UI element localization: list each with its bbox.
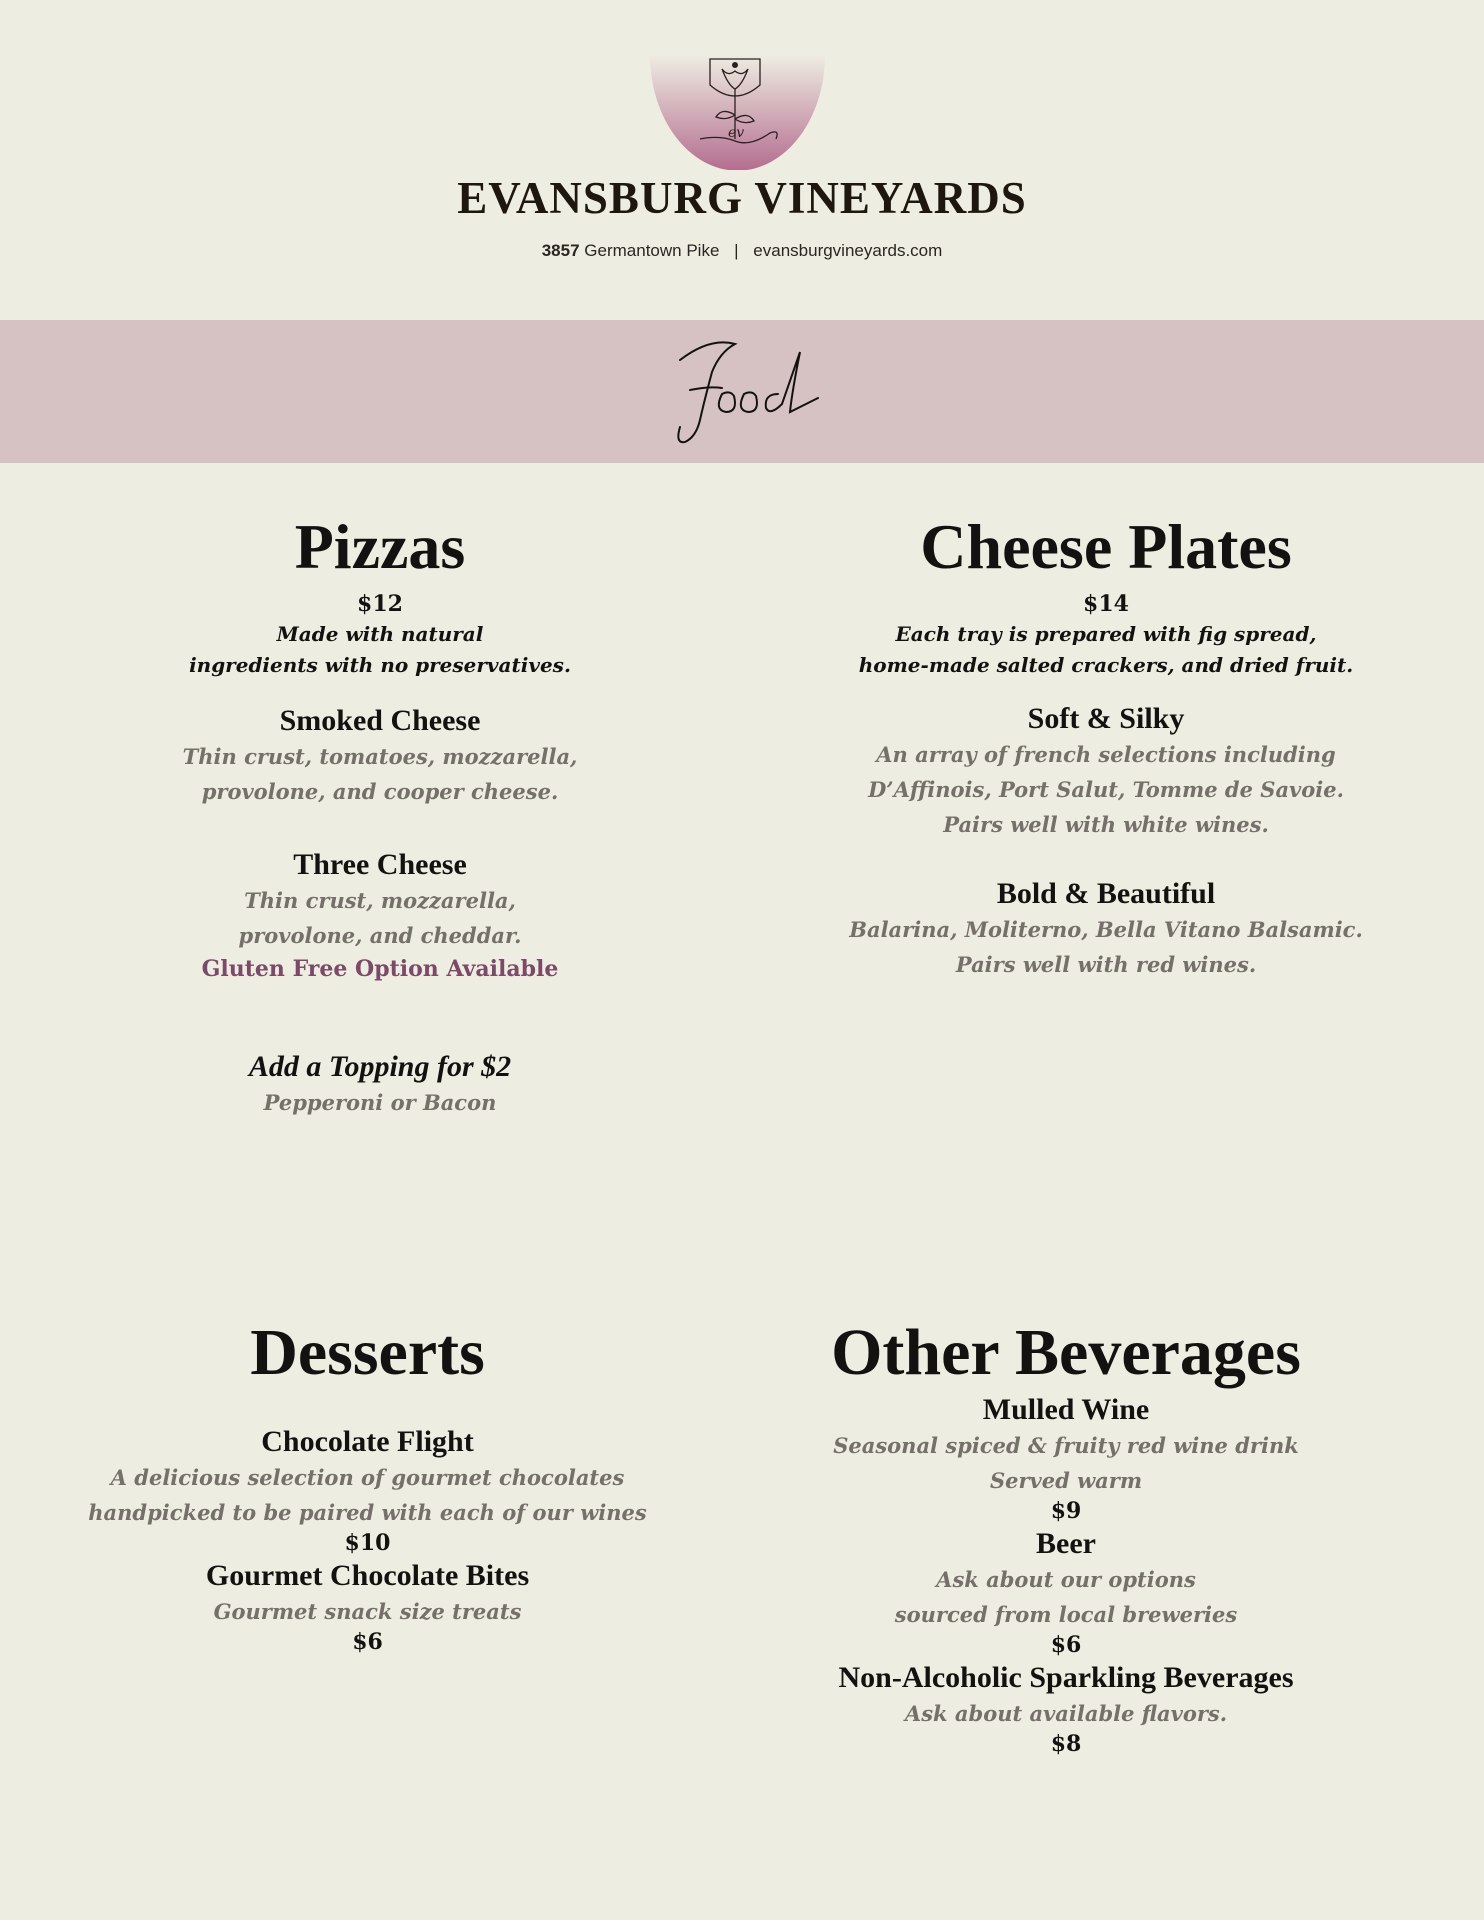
logo-monogram: ev — [728, 125, 745, 141]
item-description: Seasonal spiced & fruity red wine drink — [833, 1433, 1299, 1458]
item-description: Pairs well with white wines. — [943, 812, 1269, 837]
item-price: $9 — [1050, 1498, 1082, 1524]
item-description: D’Affinois, Port Salut, Tomme de Savoie. — [868, 777, 1344, 802]
item-description: An array of french selections including — [876, 742, 1336, 767]
item-description: Ask about available flavors. — [904, 1701, 1228, 1726]
topping-description: Pepperoni or Bacon — [263, 1090, 497, 1115]
menu-header — [0, 0, 1484, 320]
item-description: Served warm — [989, 1468, 1143, 1493]
item-title: Smoked Cheese — [279, 704, 481, 737]
beverages-heading: Other Beverages — [831, 1316, 1301, 1389]
cheese-intro-line2: home-made salted crackers, and dried fruit. — [858, 653, 1354, 677]
cheese-plates-section — [826, 511, 1386, 982]
item-description: Balarina, Moliterno, Bella Vitano Balsamic. — [849, 917, 1363, 942]
vineyard-logo — [650, 55, 825, 170]
item-title: Non-Alcoholic Sparkling Beverages — [838, 1661, 1294, 1694]
pizzas-intro-line2: ingredients with no preservatives. — [189, 653, 571, 677]
food-banner — [0, 320, 1484, 463]
desserts-heading: Desserts — [250, 1316, 485, 1389]
item-title: Three Cheese — [293, 848, 467, 881]
item-description: Ask about our options — [936, 1567, 1196, 1592]
item-title: Gourmet Chocolate Bites — [205, 1559, 530, 1592]
menu-item — [80, 1558, 655, 1655]
beverages-section — [746, 1316, 1386, 1757]
menu-item — [80, 1424, 655, 1556]
pizzas-section — [120, 511, 640, 1120]
topping-title: Add a Topping for $2 — [248, 1050, 512, 1083]
item-description: Thin crust, tomatoes, mozzarella, — [182, 744, 578, 769]
item-description: Thin crust, mozzarella, — [244, 888, 516, 913]
cheese-price: $14 — [1083, 591, 1129, 617]
cheese-heading: Cheese Plates — [920, 511, 1292, 582]
address-separator: | — [734, 241, 739, 260]
item-title: Beer — [1036, 1527, 1096, 1560]
address-number: 3857 — [541, 241, 580, 260]
item-title: Bold & Beautiful — [996, 877, 1216, 910]
food-script-title — [660, 332, 830, 452]
item-description: provolone, and cooper cheese. — [201, 779, 559, 804]
gluten-free-note: Gluten Free Option Available — [201, 956, 559, 982]
menu-item — [746, 1660, 1386, 1757]
menu-item — [746, 1526, 1386, 1658]
item-description: A delicious selection of gourmet chocolates — [110, 1465, 625, 1490]
pizzas-intro-line1: Made with natural — [276, 622, 484, 646]
menu-item — [826, 876, 1386, 982]
desserts-section — [80, 1316, 655, 1655]
topping-addon — [120, 1049, 640, 1120]
brand-name: EVANSBURG VINEYARDS — [457, 173, 1027, 223]
item-description: Gourmet snack size treats — [213, 1599, 522, 1624]
item-title: Chocolate Flight — [261, 1425, 474, 1458]
item-description: provolone, and cheddar. — [238, 923, 522, 948]
pizzas-heading: Pizzas — [294, 511, 466, 582]
item-price: $8 — [1050, 1731, 1082, 1757]
cheese-intro-line1: Each tray is prepared with fig spread, — [895, 622, 1317, 646]
item-description: sourced from local breweries — [894, 1602, 1238, 1627]
item-price: $6 — [352, 1629, 383, 1655]
item-price: $6 — [1050, 1632, 1082, 1658]
menu-item — [746, 1392, 1386, 1524]
item-title: Mulled Wine — [982, 1393, 1150, 1426]
website-link[interactable]: evansburgvineyards.com — [753, 241, 943, 260]
pizzas-price: $12 — [357, 591, 403, 617]
address-line — [0, 241, 1484, 261]
menu-item — [826, 701, 1386, 842]
menu-item — [120, 847, 640, 985]
item-description: Pairs well with red wines. — [955, 952, 1257, 977]
item-price: $10 — [344, 1530, 391, 1556]
item-description: handpicked to be paired with each of our wines — [88, 1500, 647, 1525]
address-street: Germantown Pike — [584, 241, 720, 260]
menu-item — [120, 703, 640, 809]
item-title: Soft & Silky — [1027, 702, 1185, 735]
